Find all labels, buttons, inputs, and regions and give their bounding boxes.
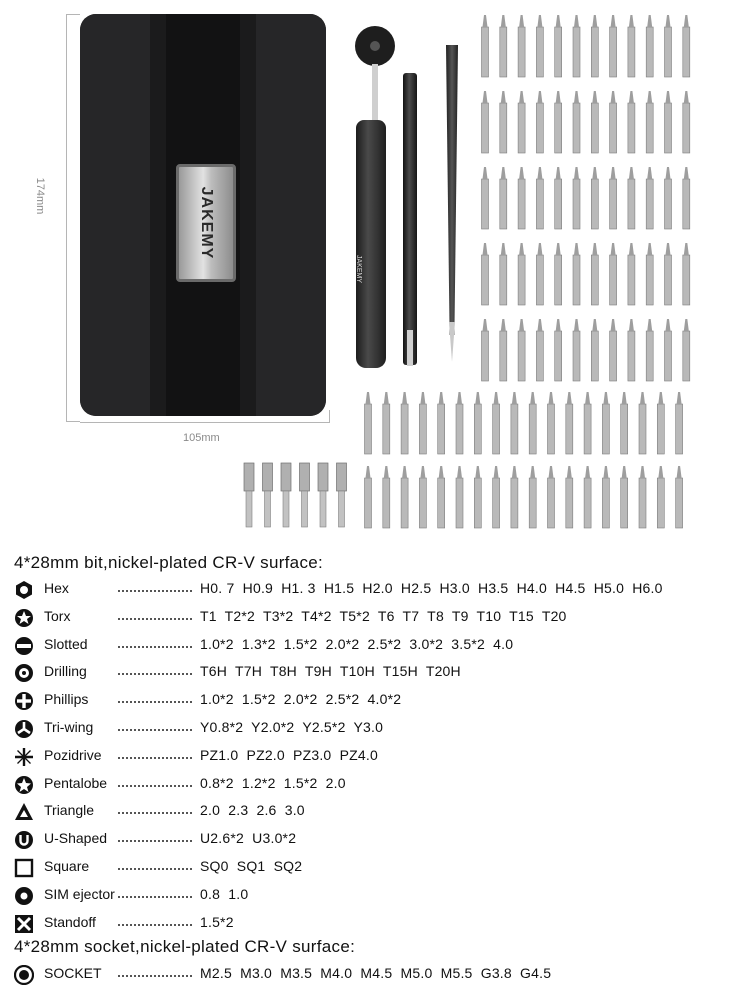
height-dimension-tick-bottom bbox=[66, 421, 80, 422]
bit-grid-drawing bbox=[360, 10, 700, 540]
screwdriver-bit bbox=[555, 167, 562, 229]
spec-type-name: Tri-wing bbox=[44, 719, 94, 735]
spec-row bbox=[14, 744, 750, 768]
spec-type-name: Standoff bbox=[44, 913, 96, 930]
screwdriver-bit bbox=[602, 466, 609, 528]
screwdriver-bit bbox=[665, 167, 672, 229]
spec-row bbox=[14, 605, 750, 629]
spec-sizes: T1 T2*2 T3*2 T4*2 T5*2 T6 T7 T8 T9 T10 T15 T20 bbox=[200, 607, 567, 624]
spec-type-name: Drilling bbox=[44, 663, 87, 680]
screwdriver-bit bbox=[511, 466, 518, 528]
leader-dots bbox=[118, 896, 192, 898]
screwdriver-bit bbox=[555, 319, 562, 381]
leader-dots bbox=[118, 646, 192, 648]
screwdriver-bit bbox=[482, 91, 489, 153]
spec-type-name: Triangle bbox=[44, 802, 95, 819]
spec-row bbox=[14, 827, 750, 851]
screwdriver-bit bbox=[456, 466, 463, 528]
screwdriver-bit bbox=[591, 319, 598, 381]
spec-row bbox=[14, 660, 750, 684]
screwdriver-bit bbox=[610, 91, 617, 153]
spec-row bbox=[14, 855, 750, 879]
screwdriver-bit bbox=[548, 392, 555, 454]
spec-type-name: Hex bbox=[44, 580, 69, 596]
screwdriver-bit bbox=[584, 466, 591, 528]
screwdriver-bit bbox=[610, 167, 617, 229]
screwdriver-bit bbox=[529, 392, 536, 454]
screwdriver-bit bbox=[518, 243, 525, 305]
screwdriver-bit bbox=[584, 392, 591, 454]
spec-row bbox=[14, 577, 750, 601]
spec-sizes: 0.8*2 1.2*2 1.5*2 2.0 bbox=[200, 774, 346, 791]
spec-sizes: 1.0*2 1.5*2 2.0*2 2.5*2 4.0*2 bbox=[200, 691, 402, 708]
screwdriver-bit bbox=[500, 91, 507, 153]
screwdriver-bit bbox=[419, 392, 426, 454]
screwdriver-bit bbox=[676, 466, 683, 528]
spec-sizes: U2.6*2 U3.0*2 bbox=[200, 830, 297, 847]
screwdriver-bit bbox=[555, 15, 562, 77]
screwdriver-bit bbox=[628, 15, 635, 77]
screwdriver-bit bbox=[683, 319, 690, 381]
socket-icon bbox=[14, 965, 34, 985]
screwdriver-bit bbox=[621, 466, 628, 528]
bit-grid bbox=[360, 10, 700, 540]
screwdriver-bit bbox=[383, 466, 390, 528]
leader-dots bbox=[118, 785, 192, 787]
leader-dots bbox=[118, 590, 192, 592]
slotted-icon bbox=[14, 636, 34, 656]
spec-row bbox=[14, 772, 750, 796]
spec-sizes: T6H T7H T8H T9H T10H T15H T20H bbox=[200, 663, 461, 680]
spec-type-name: Pozidrive bbox=[44, 746, 102, 763]
spec-sizes: 1.5*2 bbox=[200, 913, 234, 930]
spec-sizes: 1.0*2 1.3*2 1.5*2 2.0*2 2.5*2 3.0*2 3.5*2 4.0 bbox=[200, 635, 514, 652]
screwdriver-bit bbox=[555, 243, 562, 305]
screwdriver-bit bbox=[683, 15, 690, 77]
width-dimension-line bbox=[80, 422, 330, 423]
screwdriver-bit bbox=[555, 91, 562, 153]
triangle-icon bbox=[14, 802, 34, 822]
screwdriver-bit bbox=[474, 392, 481, 454]
socket-bit bbox=[281, 463, 291, 527]
pozidrive-icon bbox=[14, 747, 34, 767]
screwdriver-bit bbox=[438, 466, 445, 528]
socket-bit bbox=[244, 463, 254, 527]
screwdriver-bit bbox=[683, 243, 690, 305]
screwdriver-bit bbox=[646, 243, 653, 305]
screwdriver-bit bbox=[591, 15, 598, 77]
socket-bit bbox=[318, 463, 328, 527]
spec-sizes: M2.5 M3.0 M3.5 M4.0 M4.5 M5.0 M5.5 G3.8 G4.5 bbox=[200, 965, 552, 981]
screwdriver-bit bbox=[683, 167, 690, 229]
spec-sizes: PZ1.0 PZ2.0 PZ3.0 PZ4.0 bbox=[200, 746, 378, 763]
handle-brand-text: JAKEMY bbox=[355, 255, 362, 284]
width-dimension-label: 105mm bbox=[183, 432, 220, 444]
spec-type-name: SOCKET bbox=[44, 965, 102, 981]
spec-row bbox=[14, 883, 750, 907]
screwdriver-bit bbox=[518, 167, 525, 229]
spec-sizes: 2.0 2.3 2.6 3.0 bbox=[200, 802, 305, 819]
phillips-icon bbox=[14, 691, 34, 711]
screwdriver-bit bbox=[628, 167, 635, 229]
leader-dots bbox=[118, 729, 192, 731]
screwdriver-bit bbox=[573, 319, 580, 381]
leader-dots bbox=[118, 868, 192, 870]
screwdriver-bit bbox=[365, 466, 372, 528]
spec-row bbox=[14, 633, 750, 657]
socket-bit bbox=[300, 463, 310, 527]
screwdriver-bit bbox=[536, 243, 543, 305]
screwdriver-bit bbox=[401, 392, 408, 454]
screwdriver-bit bbox=[518, 91, 525, 153]
spec-row bbox=[14, 911, 750, 935]
spec-type-name: Torx bbox=[44, 607, 71, 624]
spec-row bbox=[14, 716, 750, 740]
screwdriver-bit bbox=[482, 243, 489, 305]
spec-sizes: Y0.8*2 Y2.0*2 Y2.5*2 Y3.0 bbox=[200, 719, 384, 735]
spec-row bbox=[14, 688, 750, 712]
screwdriver-bit bbox=[536, 15, 543, 77]
u-shaped-icon bbox=[14, 830, 34, 850]
screwdriver-bit bbox=[518, 319, 525, 381]
screwdriver-bit bbox=[419, 466, 426, 528]
spec-type-name: Phillips bbox=[44, 691, 89, 708]
screwdriver-bit bbox=[628, 319, 635, 381]
spec-type-name: Square bbox=[44, 858, 90, 874]
screwdriver-bit bbox=[639, 466, 646, 528]
screwdriver-bit bbox=[500, 319, 507, 381]
screwdriver-bit bbox=[646, 15, 653, 77]
leader-dots bbox=[118, 924, 192, 926]
screwdriver-bit bbox=[602, 392, 609, 454]
screwdriver-bit bbox=[639, 392, 646, 454]
screwdriver-bit bbox=[536, 167, 543, 229]
screwdriver-bit bbox=[646, 319, 653, 381]
screwdriver-bit bbox=[482, 167, 489, 229]
screwdriver-bit bbox=[610, 319, 617, 381]
standoff-icon bbox=[14, 914, 34, 934]
screwdriver-bit bbox=[676, 392, 683, 454]
screwdriver-bit bbox=[566, 466, 573, 528]
screwdriver-bit bbox=[621, 392, 628, 454]
spec-type-name: Slotted bbox=[44, 635, 88, 652]
screwdriver-bit bbox=[383, 392, 390, 454]
screwdriver-bit bbox=[482, 15, 489, 77]
case-left-panel bbox=[80, 14, 150, 416]
screwdriver-bit bbox=[628, 243, 635, 305]
screwdriver-bit bbox=[493, 466, 500, 528]
case-brand-text: JAKEMY bbox=[198, 186, 215, 260]
screwdriver-bit bbox=[529, 466, 536, 528]
screwdriver-bit bbox=[548, 466, 555, 528]
screwdriver-bit bbox=[657, 392, 664, 454]
screwdriver-bit bbox=[573, 167, 580, 229]
drilling-icon bbox=[14, 663, 34, 683]
socket-bit bbox=[337, 463, 347, 527]
screwdriver-bit bbox=[657, 466, 664, 528]
screwdriver-bit bbox=[438, 392, 445, 454]
spec-sizes: H0. 7 H0.9 H1. 3 H1.5 H2.0 H2.5 H3.0 H3.5 H4.0 H4.5 H5.0 H6.0 bbox=[200, 580, 663, 596]
storage-case bbox=[80, 14, 326, 416]
screwdriver-bit bbox=[646, 167, 653, 229]
sim-ejector-icon bbox=[14, 886, 34, 906]
leader-dots bbox=[118, 701, 192, 703]
screwdriver-bit bbox=[591, 167, 598, 229]
screwdriver-bit bbox=[456, 392, 463, 454]
leader-dots bbox=[118, 673, 192, 675]
spec-sizes: 0.8 1.0 bbox=[200, 885, 249, 902]
spec-type-name: U-Shaped bbox=[44, 830, 108, 847]
width-dimension-tick-right bbox=[329, 410, 330, 423]
screwdriver-bit bbox=[493, 392, 500, 454]
screwdriver-bit bbox=[573, 243, 580, 305]
screwdriver-bit bbox=[665, 15, 672, 77]
case-right-panel bbox=[256, 14, 326, 416]
screwdriver-bit bbox=[610, 15, 617, 77]
screwdriver-bit bbox=[665, 319, 672, 381]
screwdriver-bit bbox=[573, 91, 580, 153]
screwdriver-bit bbox=[665, 91, 672, 153]
spec-row bbox=[14, 962, 750, 986]
torx-icon bbox=[14, 608, 34, 628]
screwdriver-bit bbox=[628, 91, 635, 153]
screwdriver-bit bbox=[591, 91, 598, 153]
screwdriver-bit bbox=[500, 167, 507, 229]
leader-dots bbox=[118, 812, 192, 814]
screwdriver-bit bbox=[401, 466, 408, 528]
screwdriver-bit bbox=[591, 243, 598, 305]
bit-section-title: 4*28mm bit,nickel-plated CR-V surface: bbox=[14, 553, 324, 572]
screwdriver-bit bbox=[665, 243, 672, 305]
spec-sizes: SQ0 SQ1 SQ2 bbox=[200, 858, 303, 874]
leader-dots bbox=[118, 840, 192, 842]
screwdriver-bit bbox=[511, 392, 518, 454]
pentalobe-icon bbox=[14, 775, 34, 795]
screwdriver-bit bbox=[683, 91, 690, 153]
case-brand-plate bbox=[176, 164, 236, 282]
screwdriver-bit bbox=[610, 243, 617, 305]
screwdriver-bit bbox=[646, 91, 653, 153]
screwdriver-bit bbox=[566, 392, 573, 454]
height-dimension-tick-top bbox=[66, 14, 80, 15]
leader-dots bbox=[118, 618, 192, 620]
spec-type-name: SIM ejector bbox=[44, 885, 115, 902]
socket-bits-drawing bbox=[240, 460, 350, 530]
screwdriver-bit bbox=[536, 319, 543, 381]
leader-dots bbox=[118, 757, 192, 759]
square-icon bbox=[14, 858, 34, 878]
leader-dots bbox=[118, 975, 192, 977]
screwdriver-bit bbox=[365, 392, 372, 454]
screwdriver-bit bbox=[500, 15, 507, 77]
hex-icon bbox=[14, 580, 34, 600]
screwdriver-bit bbox=[518, 15, 525, 77]
screwdriver-bit bbox=[573, 15, 580, 77]
screwdriver-bit bbox=[474, 466, 481, 528]
tri-wing-icon bbox=[14, 719, 34, 739]
spec-type-name: Pentalobe bbox=[44, 774, 108, 791]
socket-section-title: 4*28mm socket,nickel-plated CR-V surface: bbox=[14, 937, 356, 956]
spec-row bbox=[14, 799, 750, 823]
socket-bit bbox=[263, 463, 273, 527]
height-dimension-label: 174mm bbox=[34, 177, 46, 215]
screwdriver-bit bbox=[536, 91, 543, 153]
socket-bits-group bbox=[240, 460, 350, 530]
screwdriver-bit bbox=[482, 319, 489, 381]
height-dimension-line bbox=[66, 14, 67, 422]
screwdriver-bit bbox=[500, 243, 507, 305]
